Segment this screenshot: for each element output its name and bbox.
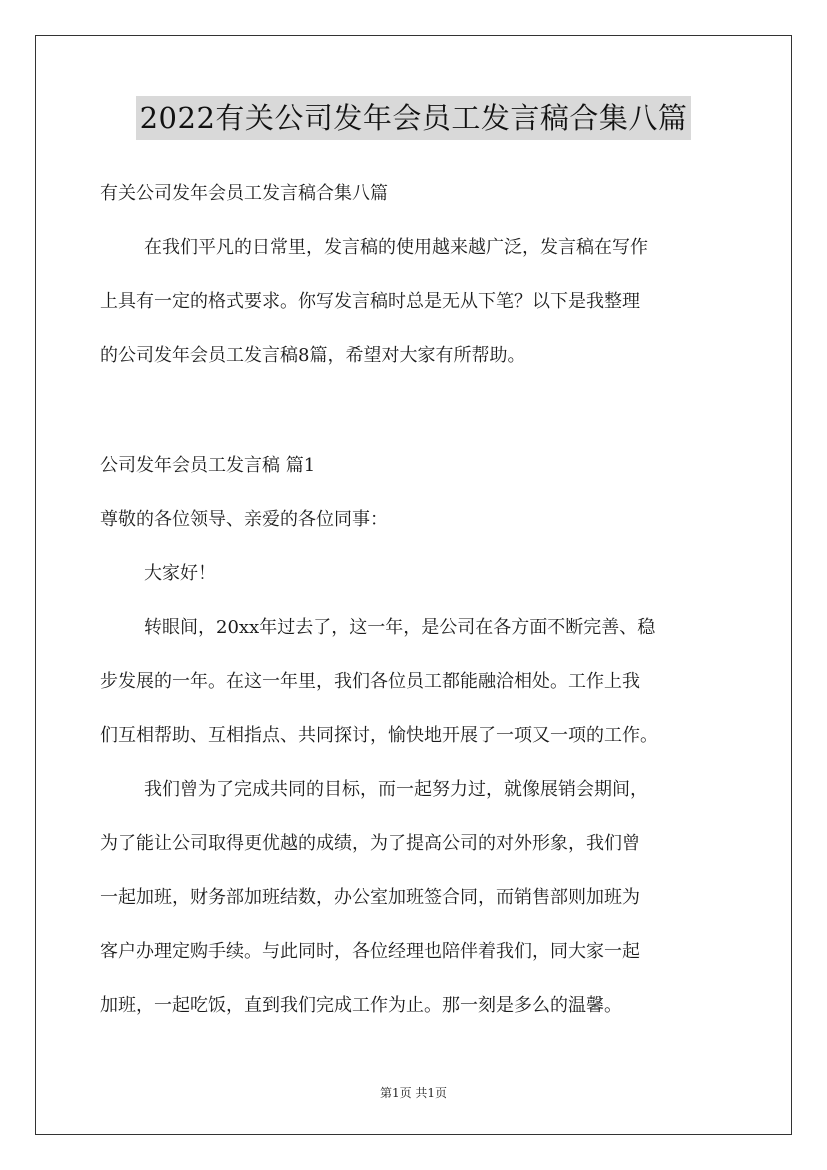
page-footer: 第1页 共1页 xyxy=(379,1086,448,1100)
document-subtitle: 有关公司发年会员工发言稿合集八篇 xyxy=(100,183,388,204)
paragraph2-line-1: 我们曾为了完成共同的目标，而一起努力过，就像展销会期间， xyxy=(144,779,648,800)
paragraph1-line-2: 步发展的一年。在这一年里，我们各位员工都能融洽相处。工作上我 xyxy=(100,671,640,692)
intro-line-1: 在我们平凡的日常里，发言稿的使用越来越广泛，发言稿在写作 xyxy=(144,237,648,258)
intro-line-3: 的公司发年会员工发言稿8篇，希望对大家有所帮助。 xyxy=(100,345,526,366)
document-title: 2022有关公司发年会员工发言稿合集八篇 xyxy=(136,96,692,140)
paragraph1-line-1: 转眼间，20xx年过去了，这一年，是公司在各方面不断完善、稳 xyxy=(144,617,656,638)
greeting: 大家好！ xyxy=(144,563,216,584)
paragraph1-line-3: 们互相帮助、互相指点、共同探讨，愉快地开展了一项又一项的工作。 xyxy=(100,725,658,746)
intro-line-2: 上具有一定的格式要求。你写发言稿时总是无从下笔？以下是我整理 xyxy=(100,291,640,312)
salutation: 尊敬的各位领导、亲爱的各位同事： xyxy=(100,509,388,530)
paragraph2-line-4: 客户办理定购手续。与此同时，各位经理也陪伴着我们，同大家一起 xyxy=(100,941,640,962)
paragraph2-line-3: 一起加班，财务部加班结数，办公室加班签合同，而销售部则加班为 xyxy=(100,887,640,908)
section-heading: 公司发年会员工发言稿 篇1 xyxy=(100,455,316,476)
title-container xyxy=(0,96,827,140)
paragraph2-line-5: 加班，一起吃饭，直到我们完成工作为止。那一刻是多么的温馨。 xyxy=(100,995,622,1016)
paragraph2-line-2: 为了能让公司取得更优越的成绩，为了提高公司的对外形象，我们曾 xyxy=(100,833,640,854)
